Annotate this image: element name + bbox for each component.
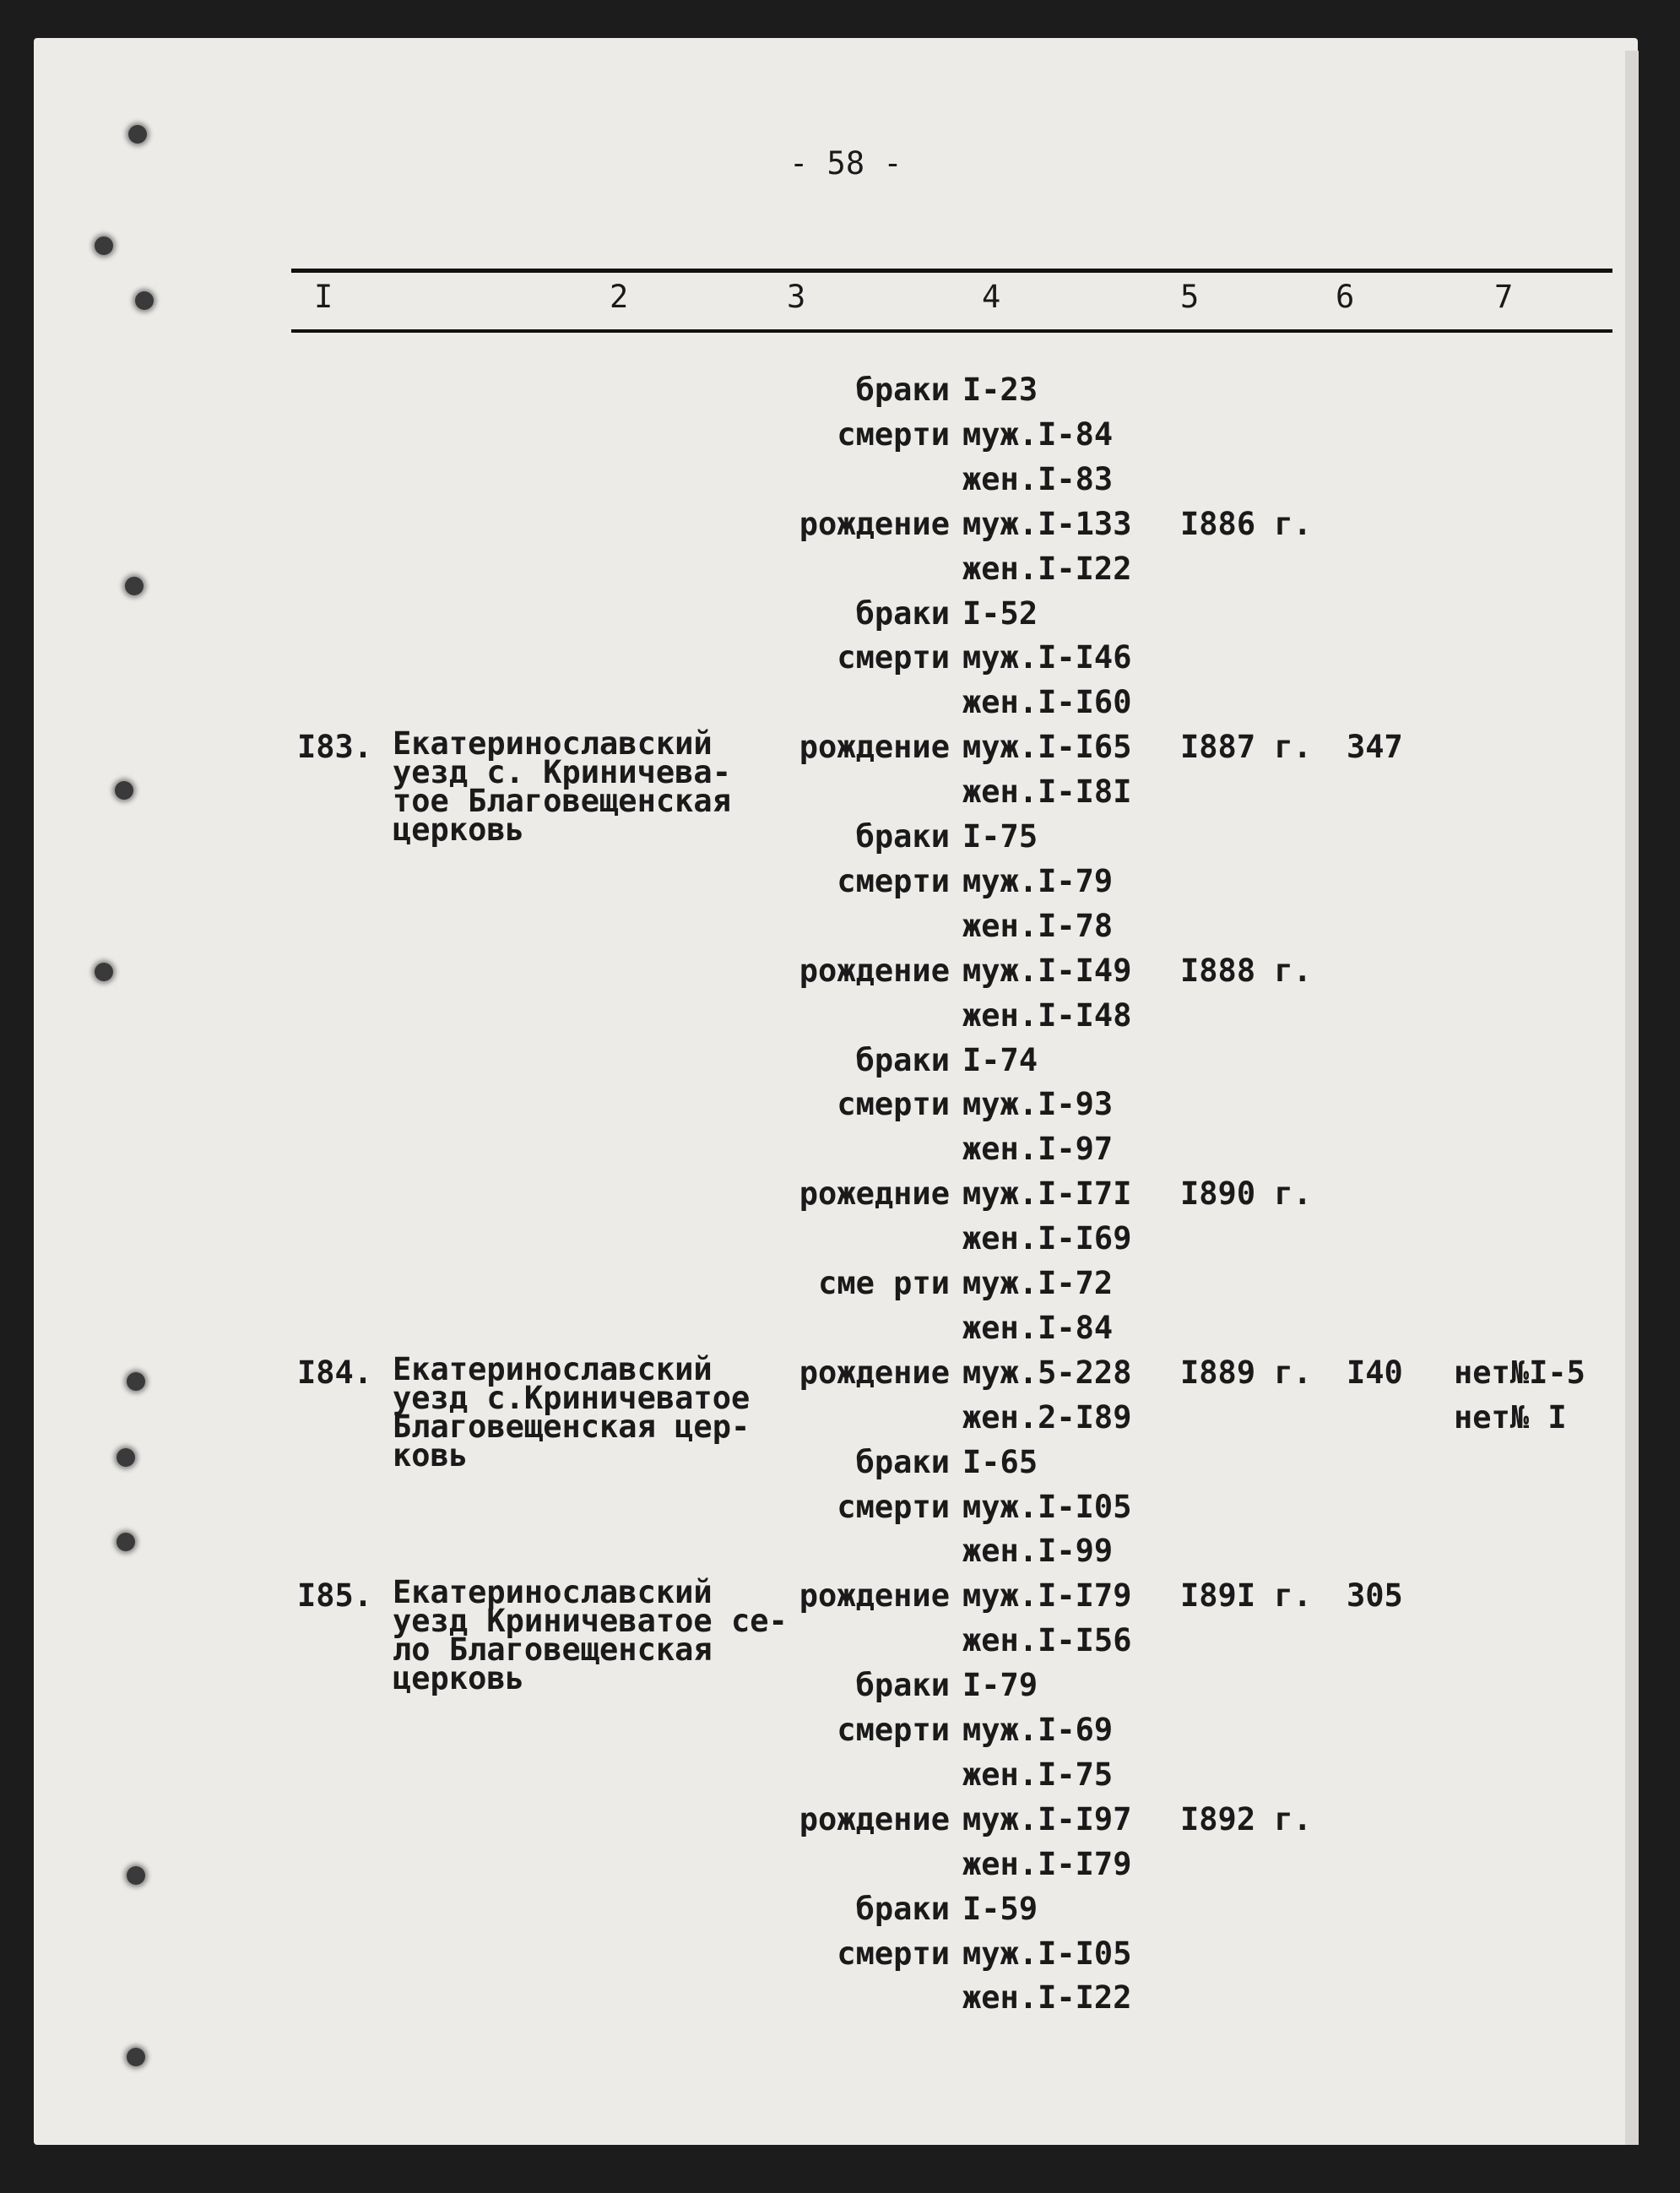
record-value: муж.I-I65	[962, 729, 1132, 766]
record-type: рожедние	[799, 1175, 950, 1213]
record-value: I-23	[962, 372, 1038, 408]
record-type: браки	[855, 372, 950, 408]
record-value: I-65	[962, 1443, 1038, 1480]
entry-note: нет№ I	[1454, 1398, 1567, 1436]
record-value: муж.I-I05	[962, 1935, 1132, 1972]
record-year: I887 г.	[1180, 729, 1312, 766]
entry-number: I85.	[297, 1577, 373, 1615]
punch-hole	[127, 1866, 145, 1885]
record-value: жен.I-I22	[962, 1979, 1132, 2017]
record-value: жен.I-I79	[962, 1845, 1132, 1882]
entry-place-line: уезд с. Криничева-	[393, 754, 731, 791]
column-header: 7	[1494, 279, 1514, 315]
record-type: смерти	[837, 639, 950, 676]
record-type: смерти	[837, 1712, 950, 1748]
record-type: браки	[855, 818, 950, 855]
record-value: I-59	[962, 1890, 1038, 1927]
punch-hole	[115, 781, 133, 800]
record-value: жен.I-75	[962, 1756, 1114, 1793]
punch-hole	[95, 963, 113, 981]
record-value: муж.I-84	[962, 415, 1114, 453]
entry-place-line: ковь	[393, 1436, 469, 1474]
page-edge	[1625, 51, 1639, 2145]
record-type: смерти	[837, 1086, 950, 1123]
record-type: смерти	[837, 415, 950, 453]
entry-count: 347	[1347, 729, 1403, 766]
record-value: жен.I-83	[962, 460, 1114, 497]
record-value: муж.I-79	[962, 862, 1114, 899]
entry-place-line: уезд Криничеватое се-	[393, 1603, 788, 1640]
column-header: 6	[1336, 279, 1355, 315]
entry-place-line: ло Благовещенская	[393, 1631, 713, 1669]
record-type: рождение	[799, 505, 950, 542]
record-year: I890 г.	[1180, 1175, 1312, 1213]
record-year: I89I г.	[1180, 1577, 1312, 1615]
record-value: муж.I-I79	[962, 1577, 1132, 1615]
record-type: браки	[855, 1890, 950, 1927]
punch-hole	[128, 125, 147, 144]
record-type: рождение	[799, 1354, 950, 1391]
record-value: жен.I-84	[962, 1309, 1114, 1346]
record-type: рождение	[799, 1800, 950, 1837]
entry-number: I83.	[297, 729, 373, 766]
entry-place-line: Благовещенская цер-	[393, 1408, 751, 1445]
punch-hole	[135, 291, 154, 310]
entry-note: нет№I-5	[1454, 1354, 1585, 1391]
record-type: смерти	[837, 862, 950, 899]
column-header: 4	[982, 279, 1001, 315]
entry-place-line: уезд с.Криничеватое	[393, 1379, 751, 1416]
record-value: муж.I-I49	[962, 952, 1132, 989]
record-year: I888 г.	[1180, 952, 1312, 989]
record-type: браки	[855, 1667, 950, 1704]
punch-hole	[117, 1533, 135, 1551]
record-value: муж.I-I97	[962, 1800, 1132, 1837]
record-value: муж.I-133	[962, 505, 1132, 542]
record-value: жен.I-I8I	[962, 774, 1132, 811]
punch-hole	[95, 236, 113, 255]
record-value: I-74	[962, 1041, 1038, 1078]
header-rule-top	[291, 269, 1612, 273]
entry-count: I40	[1347, 1354, 1403, 1391]
column-header: 2	[610, 279, 629, 315]
record-value: жен.I-I56	[962, 1622, 1132, 1659]
record-value: муж.I-I46	[962, 639, 1132, 676]
record-type: смерти	[837, 1935, 950, 1972]
entry-count: 305	[1347, 1577, 1403, 1615]
record-year: I886 г.	[1180, 505, 1312, 542]
record-year: I892 г.	[1180, 1800, 1312, 1837]
column-header: I	[314, 279, 333, 315]
record-value: жен.I-I48	[962, 996, 1132, 1034]
page-number: - 58 -	[789, 145, 902, 182]
punch-hole	[127, 1372, 145, 1391]
record-value: жен.I-I22	[962, 550, 1132, 587]
record-value: I-52	[962, 594, 1038, 632]
record-type: рождение	[799, 1577, 950, 1615]
entry-place-line: церковь	[393, 1660, 524, 1697]
record-value: жен.I-I69	[962, 1220, 1132, 1257]
entry-place-line: церковь	[393, 812, 524, 849]
record-type: браки	[855, 1443, 950, 1480]
record-value: муж.5-228	[962, 1354, 1132, 1391]
entry-place-line: Екатеринославский	[393, 725, 713, 763]
entry-place-line: тое Благовещенская	[393, 783, 731, 820]
column-header: 3	[787, 279, 806, 315]
record-value: муж.I-I7I	[962, 1175, 1132, 1213]
record-value: I-79	[962, 1667, 1038, 1704]
entry-place-line: Екатеринославский	[393, 1350, 713, 1387]
record-value: муж.I-I05	[962, 1488, 1132, 1525]
record-value: жен.I-99	[962, 1533, 1114, 1570]
punch-hole	[117, 1448, 135, 1467]
punch-hole	[125, 577, 144, 595]
record-value: жен.2-I89	[962, 1398, 1132, 1436]
entry-number: I84.	[297, 1354, 373, 1391]
record-value: жен.I-97	[962, 1131, 1114, 1168]
record-type: смерти	[837, 1488, 950, 1525]
record-type: браки	[855, 1041, 950, 1078]
header-rule-bottom	[291, 329, 1612, 333]
record-value: I-75	[962, 818, 1038, 855]
record-value: муж.I-72	[962, 1265, 1114, 1301]
record-value: жен.I-78	[962, 907, 1114, 944]
column-header: 5	[1180, 279, 1200, 315]
record-year: I889 г.	[1180, 1354, 1312, 1391]
record-type: рождение	[799, 952, 950, 989]
record-value: муж.I-93	[962, 1086, 1114, 1123]
record-type: браки	[855, 594, 950, 632]
punch-hole	[127, 2048, 145, 2066]
record-value: муж.I-69	[962, 1712, 1114, 1748]
record-type: сме рти	[818, 1265, 950, 1301]
record-type: рождение	[799, 729, 950, 766]
record-value: жен.I-I60	[962, 684, 1132, 721]
entry-place-line: Екатеринославский	[393, 1574, 713, 1611]
